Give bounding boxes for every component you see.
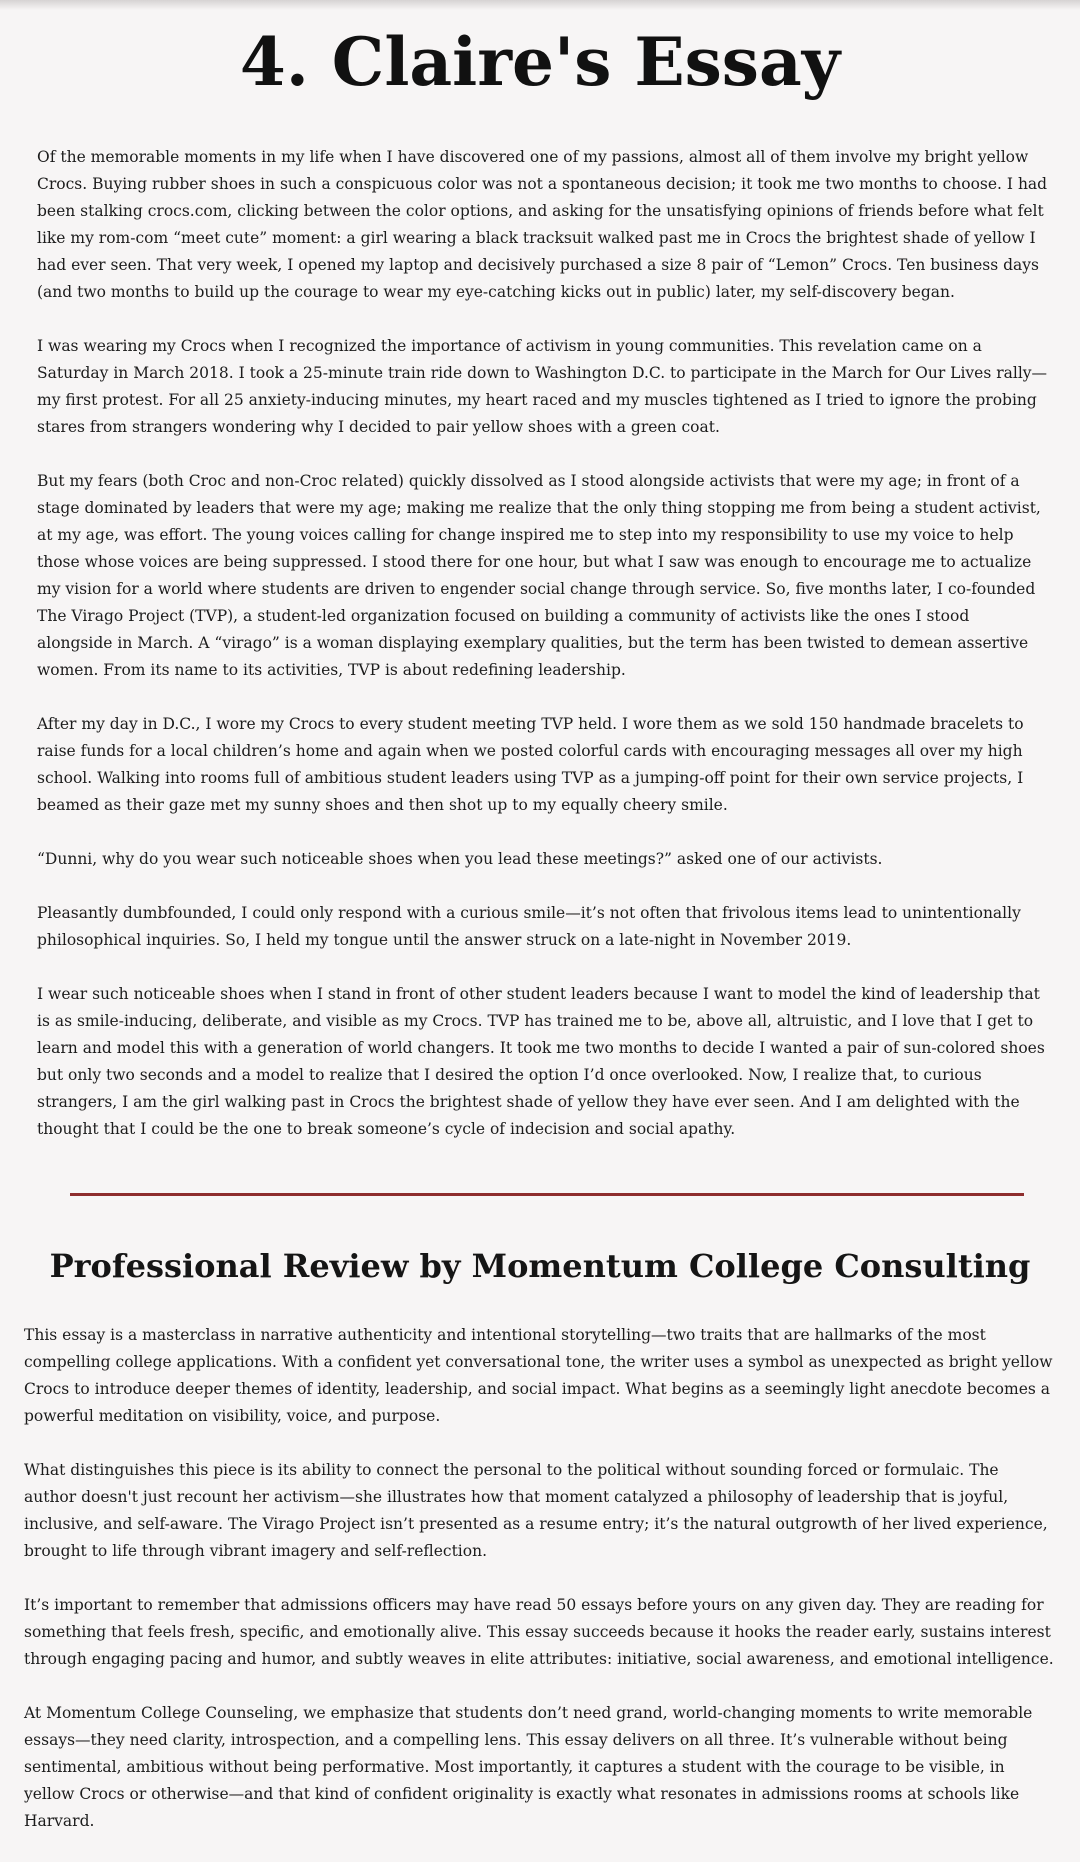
essay-title: 4. Claire's Essay — [239, 23, 841, 101]
review-paragraph: It’s important to remember that admissions officers may have read 50 essays before yours on any given day. They are reading for something that feels fresh, specific, and emotionally alive. This essay succeeds because it hooks the reader early, sustains interest through engaging pacing and humor, and subtly weaves in elite attributes: initiative, social awareness, and emotional intelligence. — [24, 1596, 1054, 1668]
essay-paragraph: But my fears (both Croc and non-Croc related) quickly dissolved as I stood alongside activists that were my age; in front of a stage dominated by leaders that were my age; making me realize that the only thing stopping me from being a student activist, at my age, was effort. The young voices calling for change inspired me to step into my responsibility to use my voice to help those whose voices are being suppressed. I stood there for one hour, but what I saw was enough to encourage me to actualize my vision for a world where students are driven to engender social change through service. So, five months later, I co-founded The Virago Project (TVP), a student-led organization focused on building a community of activists like the ones I stood alongside in March. A “virago” is a woman displaying exemplary qualities, but the term has been twisted to demean assertive women. From its name to its activities, TVP is about redefining leadership. — [37, 472, 1041, 679]
essay-paragraph: Of the memorable moments in my life when I have discovered one of my passions, almost all of them involve my bright yellow Crocs. Buying rubber shoes in such a conspicuous color was not a spontaneous decision; it took me two months to choose. I had been stalking crocs.com, clicking between the color options, and asking for the unsatisfying opinions of friends before what felt like my rom-com “meet cute” moment: a girl wearing a black tracksuit walked past me in Crocs the brightest shade of yellow I had ever seen. That very week, I opened my laptop and decisively purchased a size 8 pair of “Lemon” Crocs. Ten business days (and two months to build up the courage to wear my eye-catching kicks out in public) later, my self-discovery began. — [37, 148, 1048, 301]
essay-paragraph: “Dunni, why do you wear such noticeable shoes when you lead these meetings?” asked one of our activists. — [37, 850, 883, 868]
review-body — [24, 1322, 1054, 1862]
section-divider — [70, 1193, 1024, 1196]
review-paragraph: This essay is a masterclass in narrative authenticity and intentional storytelling—two traits that are hallmarks of the most compelling college applications. With a confident yet conversational tone, the writer uses a symbol as unexpected as bright yellow Crocs to introduce deeper themes of identity, leadership, and social impact. What begins as a seemingly light anecdote becomes a powerful meditation on visibility, voice, and purpose. — [24, 1326, 1053, 1425]
essay-body — [37, 144, 1049, 1170]
review-paragraph: At Momentum College Counseling, we emphasize that students don’t need grand, world-changing moments to write memorable essays—they need clarity, introspection, and a compelling lens. This essay delivers on all three. It’s vulnerable without being sentimental, ambitious without being performative. Most importantly, it captures a student with the courage to be visible, in yellow Crocs or otherwise—and that kind of confident originality is exactly what resonates in admissions rooms at schools like Harvard. — [24, 1704, 1033, 1830]
essay-paragraph: After my day in D.C., I wore my Crocs to every student meeting TVP held. I wore them as we sold 150 handmade bracelets to raise funds for a local children’s home and again when we posted colorful cards with encouraging messages all over my high school. Walking into rooms full of ambitious student leaders using TVP as a jumping-off point for their own service projects, I beamed as their gaze met my sunny shoes and then shot up to my equally cheery smile. — [37, 715, 1024, 814]
essay-paragraph: I wear such noticeable shoes when I stand in front of other student leaders because I want to model the kind of leadership that is as smile-inducing, deliberate, and visible as my Crocs. TVP has trained me to be, above all, altruistic, and I love that I get to learn and model this with a generation of world changers. It took me two months to decide I wanted a pair of sun-colored shoes but only two seconds and a model to realize that I desired the option I’d once overlooked. Now, I realize that, to curious strangers, I am the girl walking past in Crocs the brightest shade of yellow they have ever seen. And I am delighted with the thought that I could be the one to break someone’s cycle of indecision and social apathy. — [37, 985, 1045, 1138]
essay-paragraph: I was wearing my Crocs when I recognized the importance of activism in young communities. This revelation came on a Saturday in March 2018. I took a 25-minute train ride down to Washington D.C. to participate in the March for Our Lives rally—my first protest. For all 25 anxiety-inducing minutes, my heart raced and my muscles tightened as I tried to ignore the probing stares from strangers wondering why I decided to pair yellow shoes with a green coat. — [37, 337, 1048, 436]
review-paragraph: What distinguishes this piece is its ability to connect the personal to the political without sounding forced or formulaic. The author doesn't just recount her activism—she illustrates how that moment catalyzed a philosophy of leadership that is joyful, inclusive, and self-aware. The Virago Project isn’t presented as a resume entry; it’s the natural outgrowth of her lived experience, brought to life through vibrant imagery and self-reflection. — [24, 1461, 1048, 1560]
review-title: Professional Review by Momentum College Consulting — [49, 1247, 1031, 1285]
essay-paragraph: Pleasantly dumbfounded, I could only respond with a curious smile—it’s not often that frivolous items lead to unintentionally philosophical inquiries. So, I held my tongue until the answer struck on a late-night in November 2019. — [37, 904, 1021, 949]
